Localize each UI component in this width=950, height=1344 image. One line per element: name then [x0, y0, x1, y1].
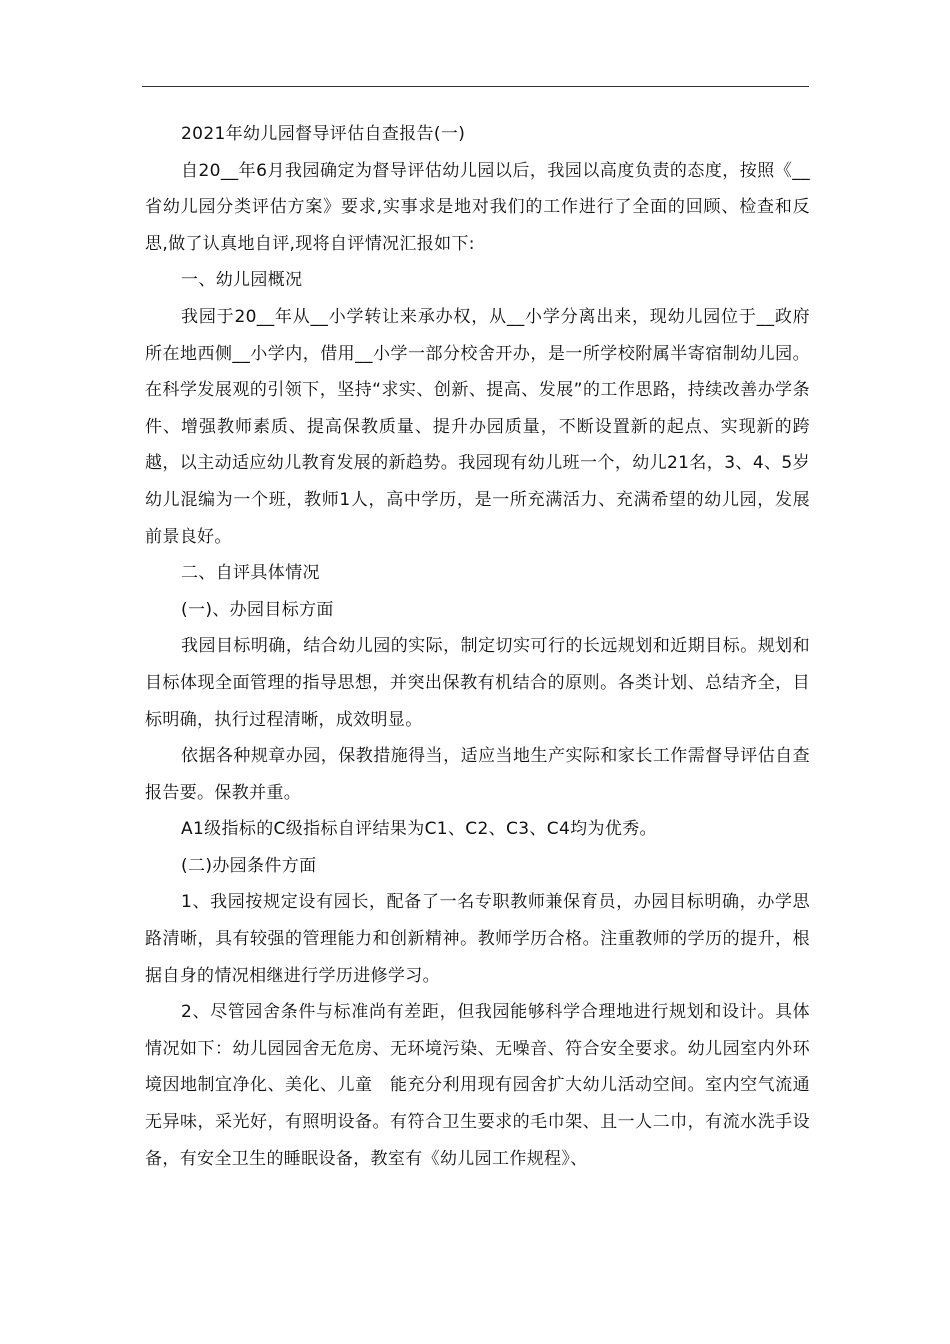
paragraph-regulations: 依据各种规章办园，保教措施得当，适应当地生产实际和家长工作需督导评估自查报告要。保教并重。: [145, 746, 810, 803]
subsection-heading-conditions: (二)办园条件方面: [181, 855, 317, 876]
paragraph-goals: 我园目标明确，结合幼儿园的实际，制定切实可行的长远规划和近期目标。规划和目标体现全面管理的指导思想，并突出保教有机结合的原则。各类计划、总结齐全，目标明确，执行过程清晰，成效明显。: [145, 636, 810, 730]
section-heading-self-evaluation: 二、自评具体情况: [181, 563, 320, 584]
document-body: [145, 116, 810, 1177]
paragraph-a1-result: A1级指标的C级指标自评结果为C1、C2、C3、C4均为优秀。: [181, 819, 657, 840]
paragraph-conditions-2: 2、尽管园舍条件与标准尚有差距，但我园能够科学合理地进行规划和设计。具体情况如下：幼儿园园舍无危房、无环境污染、无噪音、符合安全要求。幼儿园室内外环境因地制宜净化、美化、儿童 能充分利用现有园舍扩大幼儿活动空间。室内空气流通无异味，采光好，有照明设备。有符合卫生要求的毛巾架、且一人二巾，有流水洗手设备，有安全卫生的睡眠设备，教室有《幼儿园工作规程》、: [145, 1002, 810, 1169]
paragraph-overview: 我园于20__年从__小学转让来承办权，从__小学分离出来，现幼儿园位于__政府所在地西侧__小学内，借用__小学一部分校舍开办，是一所学校附属半寄宿制幼儿园。在科学发展观的引领下，坚持“求实、创新、提高、发展”的工作思路，持续改善办学条件、增强教师素质、提高保教质量、提升办园质量，不断设置新的起点、实现新的跨越，以主动适应幼儿教育发展的新趋势。我园现有幼儿班一个，幼儿21名，3、4、5岁幼儿混编为一个班，教师1人，高中学历，是一所充满活力、充满希望的幼儿园，发展前景良好。: [145, 306, 810, 547]
paragraph-conditions-1: 1、我园按规定设有园长，配备了一名专职教师兼保育员，办园目标明确，办学思路清晰，具有较强的管理能力和创新精神。教师学历合格。注重教师的学历的提升，根据自身的情况相继进行学历进修学习。: [145, 892, 810, 986]
section-heading-overview: 一、幼儿园概况: [181, 270, 303, 291]
document-title: 2021年幼儿园督导评估自查报告(一): [181, 124, 466, 144]
paragraph-intro: 自20__年6月我园确定为督导评估幼儿园以后，我园以高度负责的态度，按照《__省幼儿园分类评估方案》要求,实事求是地对我们的工作进行了全面的回顾、检查和反思,做了认真地自评,现将自评情况汇报如下:: [145, 160, 810, 254]
header-rule: [142, 86, 809, 87]
subsection-heading-goals: (一)、办园目标方面: [181, 599, 334, 620]
